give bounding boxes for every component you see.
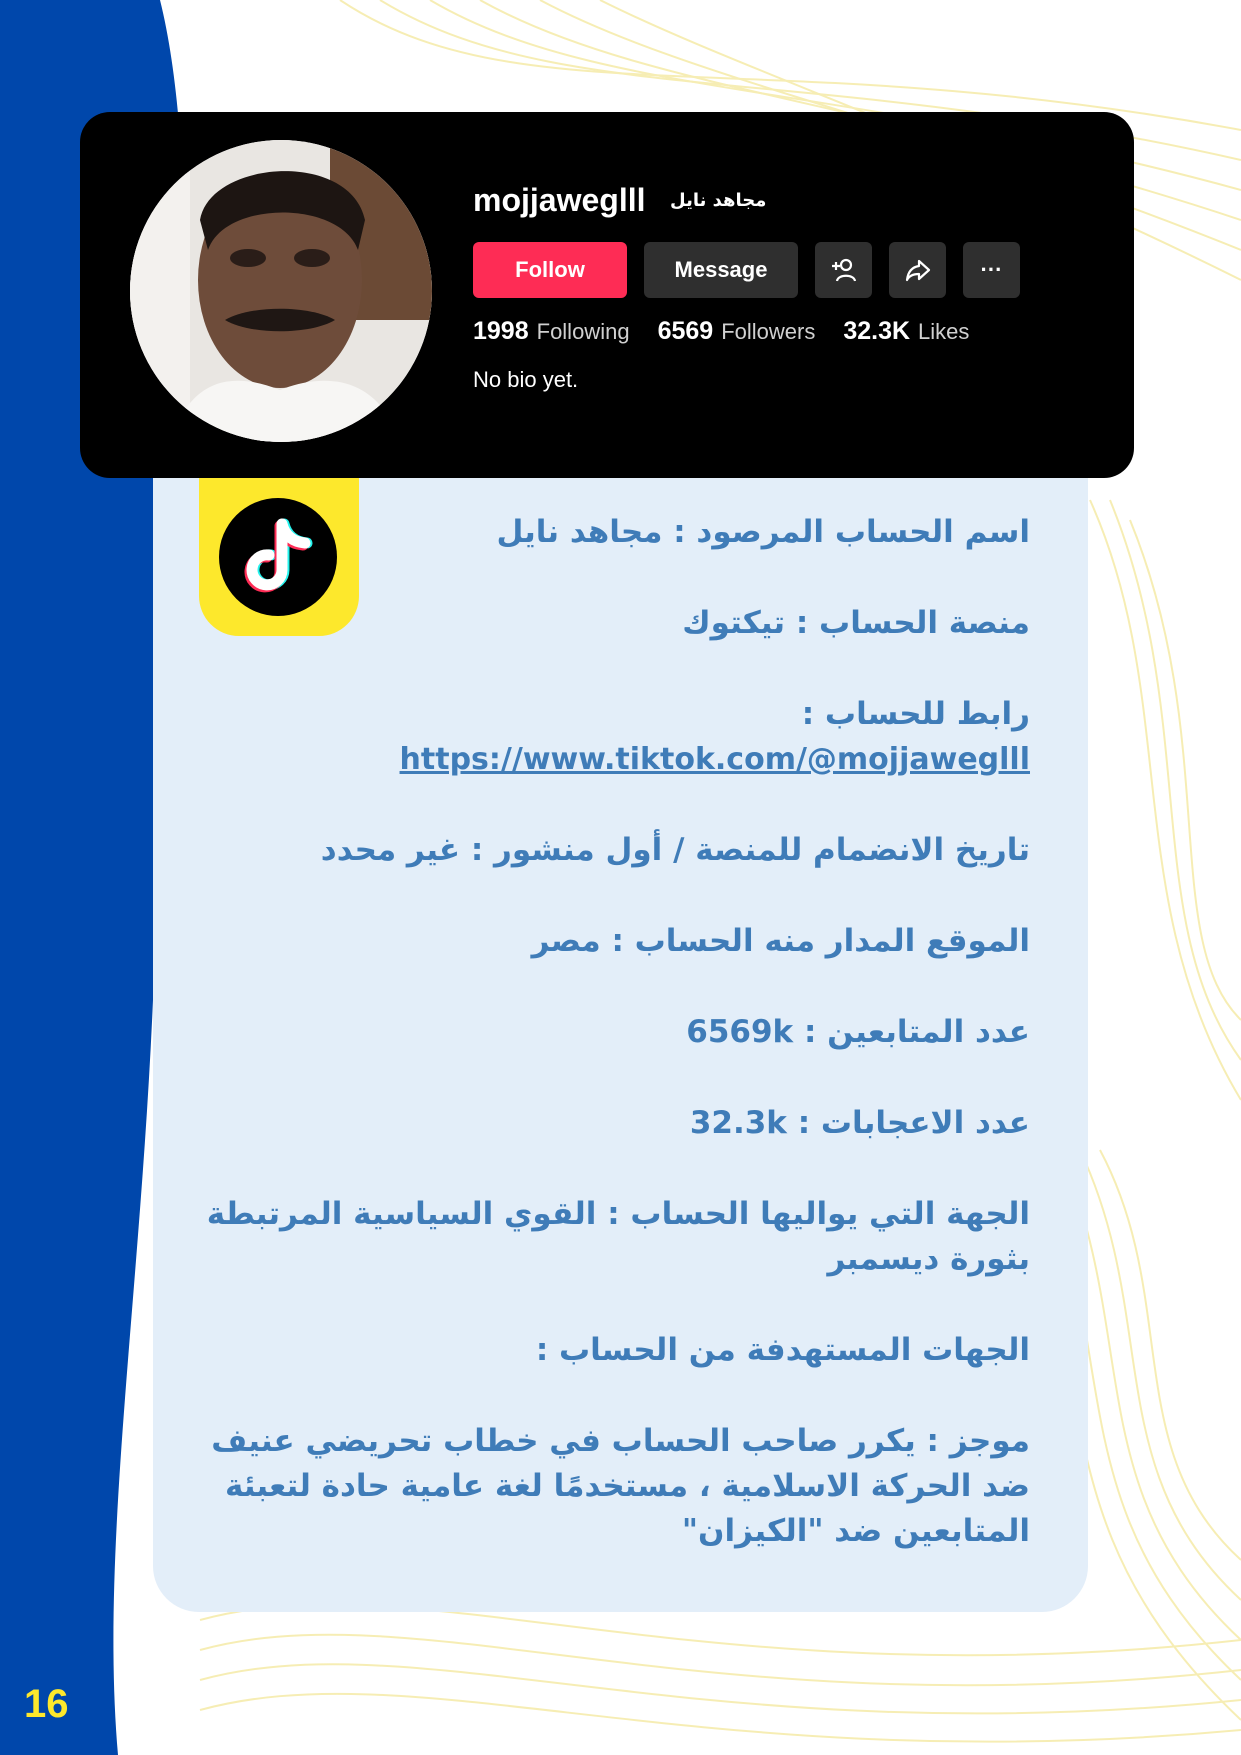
profile-display-name: مجاهد نايل bbox=[670, 190, 767, 211]
profile-username: mojjaweglll bbox=[473, 182, 646, 218]
info-platform: منصة الحساب : تيكتوك bbox=[682, 605, 1030, 641]
avatar bbox=[130, 140, 432, 442]
avatar-image bbox=[130, 140, 432, 442]
message-button[interactable]: Message bbox=[644, 242, 798, 298]
info-link bbox=[200, 692, 1030, 782]
follow-button[interactable]: Follow bbox=[473, 242, 627, 298]
page-number: 16 bbox=[24, 1682, 69, 1726]
likes-stat: 32.3K Likes bbox=[843, 317, 970, 345]
profile-stats bbox=[473, 317, 969, 346]
info-join-date: تاريخ الانضمام للمنصة / أول منشور : غير محدد bbox=[320, 832, 1030, 868]
info-account-name: اسم الحساب المرصود : مجاهد نايل bbox=[496, 514, 1030, 550]
info-link-label: رابط للحساب : bbox=[801, 696, 1030, 732]
info-location: الموقع المدار منه الحساب : مصر bbox=[531, 923, 1030, 959]
info-likes: عدد الاعجابات : 32.3k bbox=[689, 1105, 1030, 1141]
more-button[interactable]: ··· bbox=[963, 242, 1020, 298]
share-icon bbox=[903, 255, 933, 285]
following-stat[interactable]: 1998 Following bbox=[473, 317, 630, 345]
add-friend-button[interactable] bbox=[815, 242, 872, 298]
share-button[interactable] bbox=[889, 242, 946, 298]
followers-stat[interactable]: 6569 Followers bbox=[657, 317, 816, 345]
info-summary: موجز : يكرر صاحب الحساب في خطاب تحريضي عنيف ضد الحركة الاسلامية ، مستخدمًا لغة عامية حادة لتعبئة المتابعين ضد "الكيزان" bbox=[211, 1423, 1030, 1549]
profile-bio: No bio yet. bbox=[473, 367, 579, 392]
info-targets: الجهات المستهدفة من الحساب : bbox=[535, 1332, 1030, 1368]
info-affiliation: الجهة التي يواليها الحساب : القوي السياسية المرتبطة بثورة ديسمبر bbox=[206, 1196, 1030, 1277]
account-url-link[interactable]: https://www.tiktok.com/@mojjaweglll bbox=[399, 742, 1030, 777]
add-user-icon bbox=[829, 255, 859, 285]
info-followers: عدد المتابعين : 6569k bbox=[686, 1014, 1030, 1050]
tiktok-profile-card bbox=[80, 112, 1134, 478]
account-info-list bbox=[200, 510, 1030, 1600]
